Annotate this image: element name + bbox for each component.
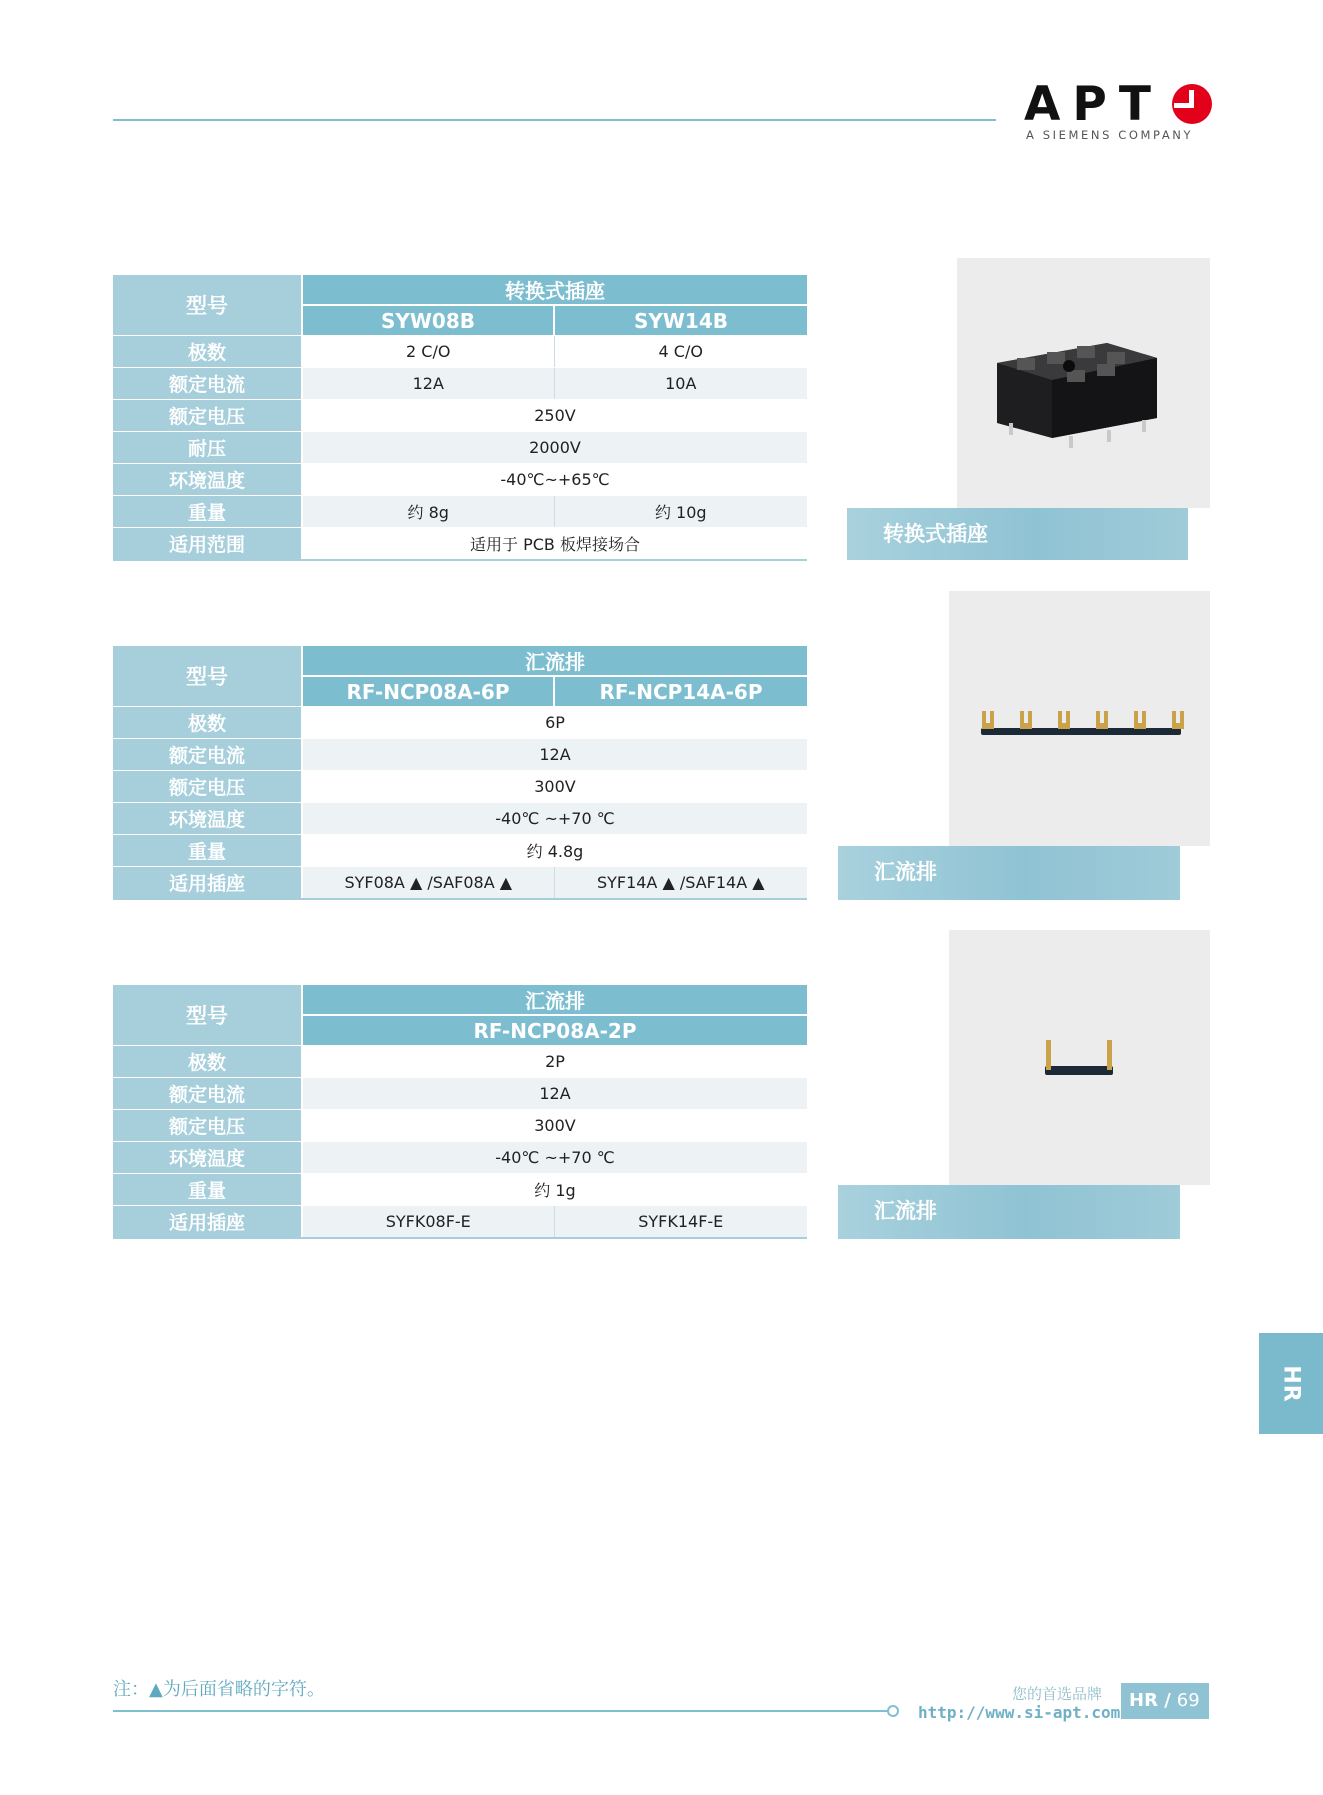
page-section: HR / — [1129, 1690, 1171, 1711]
footer-url[interactable]: http://www.si-apt.com — [918, 1703, 1121, 1722]
cell-value: 250V — [302, 400, 807, 432]
cell-value: 约 1g — [302, 1174, 807, 1206]
product-caption: 汇流排 — [838, 846, 1180, 900]
row-label: 重量 — [113, 835, 302, 867]
relay-socket-photo — [957, 258, 1210, 508]
page-number: 69 — [1176, 1690, 1200, 1711]
cell-value: SYF14A ▲ /SAF14A ▲ — [554, 867, 807, 900]
footer-rule-end — [887, 1705, 899, 1717]
row-label: 重量 — [113, 1174, 302, 1206]
cell-value: SYF08A ▲ /SAF08A ▲ — [302, 867, 554, 900]
cell-value: SYFK08F-E — [302, 1206, 554, 1239]
row-label: 耐压 — [113, 432, 302, 464]
cell-value: -40℃ ~+70 ℃ — [302, 803, 807, 835]
model-label: 型号 — [113, 646, 302, 707]
product-caption: 汇流排 — [838, 1185, 1180, 1239]
row-label: 环境温度 — [113, 803, 302, 835]
model-label: 型号 — [113, 275, 302, 336]
busbar-2p-photo — [949, 930, 1210, 1185]
cell-value: 4 C/O — [554, 336, 807, 368]
row-label: 极数 — [113, 707, 302, 739]
model-name: RF-NCP08A-2P — [302, 1015, 807, 1046]
cell-value: 12A — [302, 739, 807, 771]
cell-value: 2 C/O — [302, 336, 554, 368]
row-label: 额定电流 — [113, 1078, 302, 1110]
cell-value: 2P — [302, 1046, 807, 1078]
cell-value: 12A — [302, 1078, 807, 1110]
row-label: 环境温度 — [113, 464, 302, 496]
cell-value: 6P — [302, 707, 807, 739]
row-label: 额定电压 — [113, 1110, 302, 1142]
group-title: 转换式插座 — [302, 275, 807, 305]
cell-value: 约 10g — [554, 496, 807, 528]
footer-rule — [113, 1710, 891, 1712]
spec-table-busbar-6p — [113, 646, 807, 900]
row-label: 环境温度 — [113, 1142, 302, 1174]
model-name: RF-NCP08A-6P — [302, 676, 554, 707]
row-label: 重量 — [113, 496, 302, 528]
row-label: 额定电流 — [113, 739, 302, 771]
page-number-badge — [1121, 1683, 1209, 1719]
row-label: 极数 — [113, 336, 302, 368]
row-label: 极数 — [113, 1046, 302, 1078]
group-title: 汇流排 — [302, 646, 807, 676]
group-title: 汇流排 — [302, 985, 807, 1015]
cell-value: 适用于 PCB 板焊接场合 — [302, 528, 807, 561]
spec-table-busbar-2p — [113, 985, 807, 1239]
product-caption: 转换式插座 — [847, 508, 1188, 560]
cell-value: 约 4.8g — [302, 835, 807, 867]
row-label: 额定电压 — [113, 400, 302, 432]
row-label: 适用插座 — [113, 867, 302, 900]
cell-value: 10A — [554, 368, 807, 400]
cell-value: 300V — [302, 1110, 807, 1142]
section-tab-label: HR — [1278, 1364, 1304, 1403]
row-label: 额定电流 — [113, 368, 302, 400]
footer-slogan: 您的首选品牌 — [1012, 1685, 1103, 1703]
cell-value: SYFK14F-E — [554, 1206, 807, 1239]
cell-value: 2000V — [302, 432, 807, 464]
row-label: 适用范围 — [113, 528, 302, 561]
spec-table-switch-socket — [113, 275, 807, 561]
logo-word: APT — [1024, 77, 1163, 132]
model-name: SYW08B — [302, 305, 554, 336]
apt-logo — [1024, 77, 1212, 146]
logo-tagline: A SIEMENS COMPANY — [1026, 128, 1194, 142]
cell-value: 12A — [302, 368, 554, 400]
model-name: SYW14B — [554, 305, 807, 336]
footnote: 注：▲为后面省略的字符。 — [113, 1679, 325, 1700]
row-label: 适用插座 — [113, 1206, 302, 1239]
header-rule — [113, 119, 996, 121]
cell-value: -40℃ ~+70 ℃ — [302, 1142, 807, 1174]
busbar-6p-photo — [949, 591, 1210, 846]
row-label: 额定电压 — [113, 771, 302, 803]
cell-value: 300V — [302, 771, 807, 803]
model-label: 型号 — [113, 985, 302, 1046]
model-name: RF-NCP14A-6P — [554, 676, 807, 707]
cell-value: -40℃~+65℃ — [302, 464, 807, 496]
section-tab-hr[interactable] — [1259, 1333, 1323, 1434]
cell-value: 约 8g — [302, 496, 554, 528]
